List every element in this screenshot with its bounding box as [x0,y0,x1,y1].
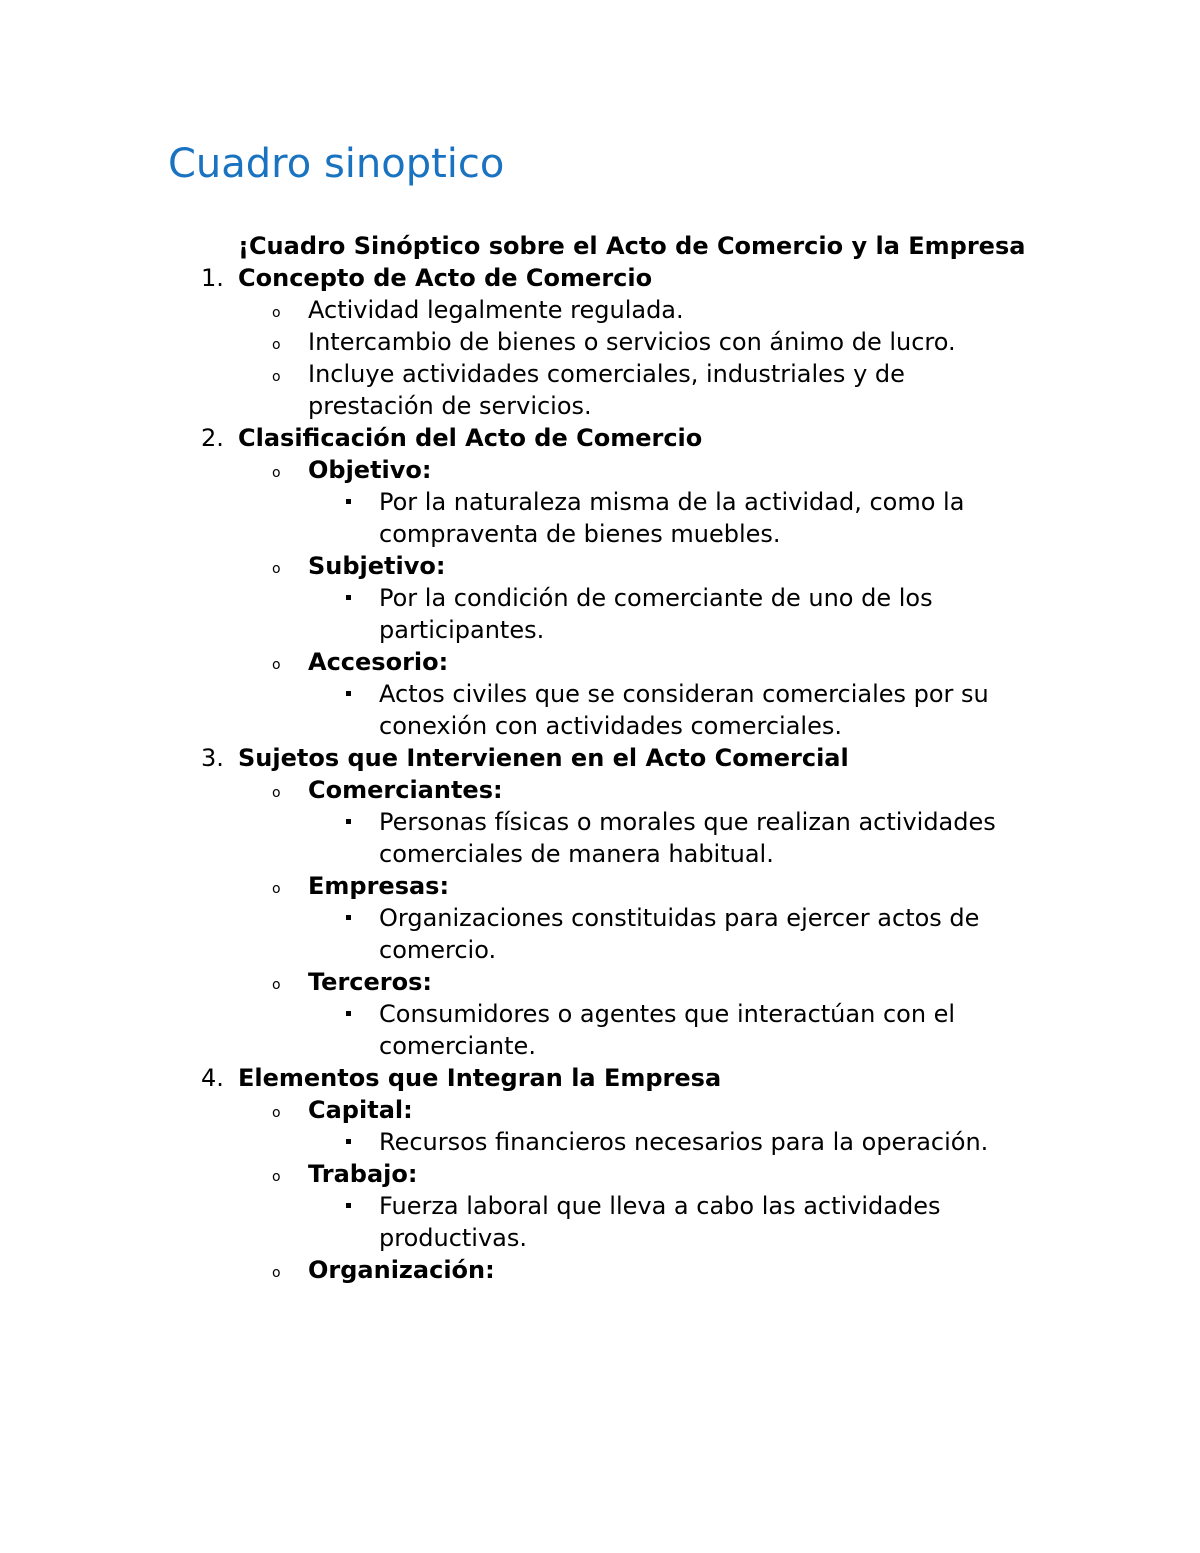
section-1 [168,262,1038,422]
list-item [238,774,1038,870]
list-item [238,454,1038,550]
item-text: Intercambio de bienes o servicios con ánimo de lucro. [308,328,956,356]
section-items [238,1094,1038,1286]
square-bullet-icon [346,1011,351,1016]
list-item [238,1254,1038,1286]
subitem-text: Por la naturaleza misma de la actividad, como la compraventa de bienes muebles. [379,488,965,548]
list-item [238,294,1038,326]
list-item [238,358,1038,422]
circle-bullet-icon: o [272,657,281,673]
subitem-text: Por la condición de comerciante de uno de los participantes. [379,584,933,644]
section-2 [168,422,1038,742]
square-bullet-icon [346,1139,351,1144]
subitem-list [308,1126,1038,1158]
section-items [238,454,1038,742]
item-label: Accesorio: [308,648,449,676]
subitem-list [308,806,1038,870]
list-item [238,646,1038,742]
section-heading: Clasificación del Acto de Comercio [238,424,703,452]
item-label: Terceros: [308,968,433,996]
list-item [238,1158,1038,1254]
item-label: Empresas: [308,872,450,900]
section-number: 3. [201,744,224,772]
sub-list-item [308,902,1038,966]
square-bullet-icon [346,499,351,504]
section-number: 4. [201,1064,224,1092]
sub-list-item [308,486,1038,550]
sub-list-item [308,806,1038,870]
circle-bullet-icon: o [272,337,281,353]
sections-list [168,262,1038,1286]
section-3 [168,742,1038,1062]
section-heading: Concepto de Acto de Comercio [238,264,653,292]
document-page [168,138,1038,1286]
section-items [238,774,1038,1062]
subitem-text: Consumidores o agentes que interactúan con el comerciante. [379,1000,956,1060]
section-4 [168,1062,1038,1286]
sub-list-item [308,582,1038,646]
subitem-text: Organizaciones constituidas para ejercer actos de comercio. [379,904,980,964]
square-bullet-icon [346,819,351,824]
item-text: Incluye actividades comerciales, industriales y de prestación de servicios. [308,360,905,420]
square-bullet-icon [346,691,351,696]
circle-bullet-icon: o [272,305,281,321]
section-heading: Elementos que Integran la Empresa [238,1064,722,1092]
circle-bullet-icon: o [272,561,281,577]
subitem-text: Recursos financieros necesarios para la operación. [379,1128,989,1156]
subitem-list [308,1190,1038,1254]
document-subtitle: ¡Cuadro Sinóptico sobre el Acto de Comercio y la Empresa [238,232,1026,260]
circle-bullet-icon: o [272,369,281,385]
list-item [238,550,1038,646]
subitem-list [308,486,1038,550]
square-bullet-icon [346,915,351,920]
sub-list-item [308,678,1038,742]
section-number: 2. [201,424,224,452]
subitem-list [308,678,1038,742]
item-label: Subjetivo: [308,552,446,580]
square-bullet-icon [346,1203,351,1208]
subitem-text: Actos civiles que se consideran comerciales por su conexión con actividades comerciales. [379,680,989,740]
circle-bullet-icon: o [272,785,281,801]
item-text: Actividad legalmente regulada. [308,296,684,324]
subitem-text: Fuerza laboral que lleva a cabo las actividades productivas. [379,1192,941,1252]
subitem-list [308,582,1038,646]
list-item [238,326,1038,358]
circle-bullet-icon: o [272,1265,281,1281]
item-label: Organización: [308,1256,495,1284]
item-label: Capital: [308,1096,413,1124]
list-item [238,1094,1038,1158]
square-bullet-icon [346,595,351,600]
circle-bullet-icon: o [272,977,281,993]
section-heading: Sujetos que Intervienen en el Acto Comercial [238,744,849,772]
circle-bullet-icon: o [272,881,281,897]
circle-bullet-icon: o [272,1105,281,1121]
list-item [238,966,1038,1062]
circle-bullet-icon: o [272,465,281,481]
list-item [238,870,1038,966]
sub-list-item [308,1190,1038,1254]
item-label: Trabajo: [308,1160,418,1188]
item-label: Objetivo: [308,456,432,484]
section-number: 1. [201,264,224,292]
section-items [238,294,1038,422]
document-title: Cuadro sinoptico [168,141,505,187]
sub-list-item [308,998,1038,1062]
subitem-text: Personas físicas o morales que realizan actividades comerciales de manera habitual. [379,808,996,868]
subitem-list [308,902,1038,966]
item-label: Comerciantes: [308,776,503,804]
sub-list-item [308,1126,1038,1158]
circle-bullet-icon: o [272,1169,281,1185]
subitem-list [308,998,1038,1062]
